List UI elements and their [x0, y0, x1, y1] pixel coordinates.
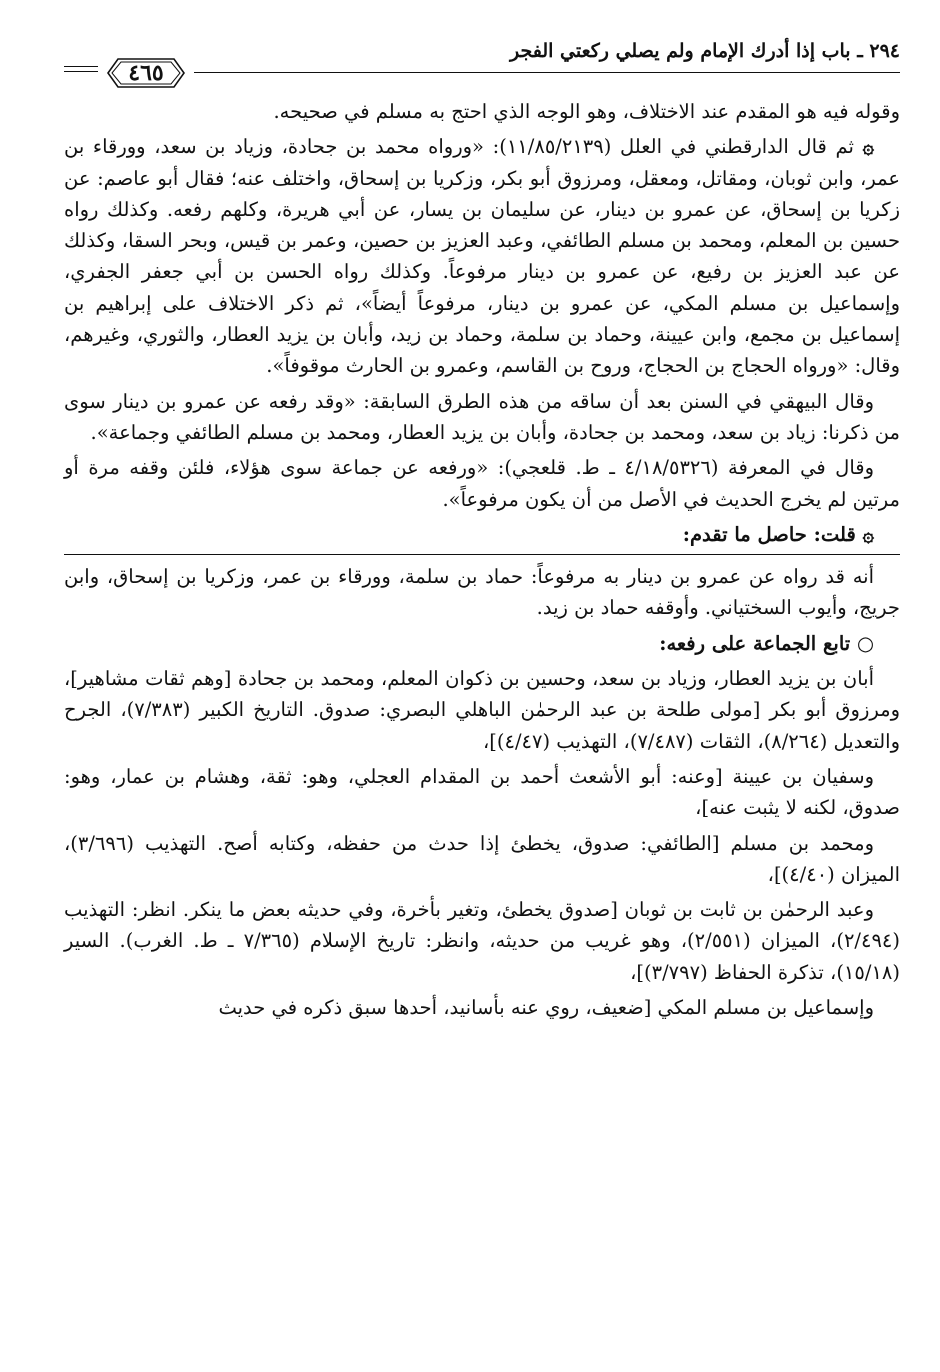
paragraph	[64, 663, 900, 757]
paragraph-text: وقال البيهقي في السنن بعد أن ساقه من هذه الطرق السابقة: «وقد رفعه عن عمرو بن دينار سوى من ذكرنا: زياد بن سعد، ومحمد بن جحادة، وأبان بن يزيد العطار، ومحمد بن مسلم الطائفي وجماعة».	[64, 389, 900, 444]
paragraph-text: وعبد الرحمٰن بن ثابت بن ثوبان [صدوق يخطئ، وتغير بأخرة، وفي حديثه بعض ما ينكر. انظر: التهذيب (٢/٤٩٤)، الميزان (٢/٥٥١)، وهو غريب من حديثه، وانظر: تاريخ الإسلام (٧/٣٦٥ ـ ط. الغرب). السير (١٥/١٨)، تذكرة الحفاظ (٣/٧٩٧)]،	[64, 898, 901, 984]
paragraph-lead: ۞ قلت: حاصل ما تقدم:	[682, 522, 874, 546]
paragraph	[64, 452, 900, 515]
paragraph	[64, 894, 900, 988]
paragraph	[64, 992, 900, 1023]
paragraph-lead: ○ تابع الجماعة على رفعه:	[659, 631, 874, 655]
paragraph-text: ومحمد بن مسلم [الطائفي: صدوق، يخطئ إذا حدث من حفظه، وكتابه أصح. التهذيب (٣/٦٩٦)، الميزان (٤/٤٠)]،	[64, 831, 900, 886]
paragraph	[64, 628, 900, 659]
paragraph-lead: ۞	[862, 135, 874, 159]
header-rule	[194, 72, 900, 73]
body-text	[64, 96, 900, 1023]
page-number-badge	[100, 54, 192, 92]
paragraph-text: وإسماعيل بن مسلم المكي [ضعيف، روي عنه بأسانيد، أحدها سبق ذكره في حديث	[218, 996, 874, 1020]
paragraph-text: أبان بن يزيد العطار، وزياد بن سعد، وحسين بن ذكوان المعلم، ومحمد بن جحادة [وهم ثقات مشاهير]، ومرزوق أبو بكر [مولى طلحة بن عبد الرحمٰن الباهلي البصري: صدوق. التاريخ الكبير (٧/٣٨٣)، الجرح والتعديل (٨/٢٦٤)، الثقات (٧/٤٨٧)، التهذيب (٤/٤٧)]،	[64, 667, 900, 753]
paragraph	[64, 386, 900, 449]
paragraph-text: أنه قد رواه عن عمرو بن دينار به مرفوعاً: حماد بن سلمة، وورقاء بن عمر، وزكريا بن إسحاق، وابن جريج، وأيوب السختياني. وأوقفه حماد بن زيد.	[64, 565, 900, 620]
paragraph-text: وقوله فيه هو المقدم عند الاختلاف، وهو الوجه الذي احتج به مسلم في صحيحه.	[273, 100, 900, 123]
header-side-lines	[64, 66, 98, 80]
paragraph-text: وقال في المعرفة (٤/١٨/٥٣٢٦ ـ ط. قلعجي): «ورفعه عن جماعة سوى هؤلاء، فلئن وقفه مرة أو مرتين لم يخرج الحديث في الأصل من أن يكون مرفوعاً».	[64, 456, 900, 511]
page-header	[64, 36, 900, 96]
section-rule	[64, 554, 900, 555]
document-page	[64, 36, 900, 1356]
paragraph	[64, 519, 900, 550]
paragraph	[64, 561, 900, 624]
paragraph-text: وسفيان بن عيينة [وعنه: أبو الأشعث أحمد بن المقدام العجلي، وهو: ثقة، وهشام بن عمار، وهو: صدوق، لكنه لا يثبت عنه]،	[64, 764, 900, 820]
paragraph-text: ثم قال الدارقطني في العلل (١١/٨٥/٢١٣٩): «ورواه محمد بن جحادة، وزياد بن سعد، وورقاء بن عمر، وابن ثوبان، ومقاتل، ومعقل، ومرزوق أبو بكر، وزكريا بن إسحاق، واختلف عنه؛ فقال أبو عاصم: عن زكريا بن إسحاق، عن عمرو بن دينار، عن سليمان بن يسار، عن أبي هريرة، وكلهم رفعه. وكذلك رواه حسين بن المعلم، ومحمد بن مسلم الطائفي، وعبد العزيز بن حصين، وعمر بن قيس، وبحر السقا، وكذلك عن عبد العزيز بن رفيع، عن عمرو بن دينار مرفوعاً. وكذلك رواه الحسن بن أبي جعفر الجفري، وإسماعيل بن مسلم المكي، عن عمرو بن دينار، مرفوعاً أيضاً»، ثم ذكر الاختلاف على إبراهيم بن إسماعيل بن مجمع، وابن عيينة، وحماد بن سلمة، وحماد بن زيد، وأبان بن يزيد العطار، والثوري، وغيرهم، وقال: «ورواه الحجاج بن الحجاج، وروح بن القاسم، وعمرو بن الحارث موقوفاً».	[64, 135, 900, 378]
running-title: ٢٩٤ ـ باب إذا أدرك الإمام ولم يصلي ركعتي الفجر	[509, 40, 900, 62]
page-number: ٤٦٥	[128, 60, 164, 86]
paragraph	[64, 131, 900, 381]
paragraph	[64, 761, 900, 824]
paragraph	[64, 96, 900, 127]
paragraph	[64, 828, 900, 891]
